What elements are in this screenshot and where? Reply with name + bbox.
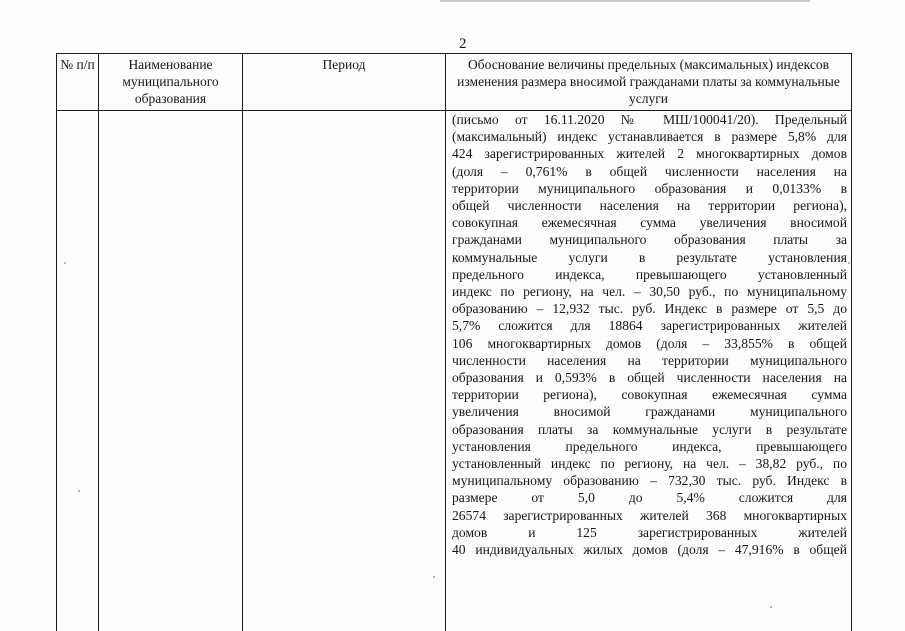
cell-justification xyxy=(446,111,852,631)
text-line: образования платы за коммунальные услуги в результате xyxy=(452,421,847,438)
cell-municipality xyxy=(99,111,243,631)
text-line: 424 зарегистрированных жителей 2 многоквартирных домов xyxy=(452,145,847,162)
text-line: (письмо от 16.11.2020 № МШ/100041/20). Предельный xyxy=(452,111,847,128)
header-municipality: Наименование муниципального образования xyxy=(99,54,243,111)
text-line: домов и 125 зарегистрированных жителей xyxy=(452,524,847,541)
text-line: (доля – 0,761% в общей численности населения на xyxy=(452,163,847,180)
text-line: 40 индивидуальных жилых домов (доля – 47,916% в общей xyxy=(452,541,847,558)
text-line: 26574 зарегистрированных жителей 368 многоквартирных xyxy=(452,507,847,524)
justification-text xyxy=(446,111,851,558)
text-line: (максимальный) индекс устанавливается в размере 5,8% для xyxy=(452,128,847,145)
header-number: № п/п xyxy=(57,54,99,111)
text-line: индекс по региону, на чел. – 30,50 руб., по муниципальному xyxy=(452,283,847,300)
text-line: установления предельного индекса, превышающего xyxy=(452,438,847,455)
text-line: муниципальному образованию – 732,30 тыс. руб. Индекс в xyxy=(452,472,847,489)
text-line: 5,7% сложится для 18864 зарегистрированных жителей xyxy=(452,317,847,334)
text-line: гражданами муниципального образования платы за xyxy=(452,231,847,248)
cell-period xyxy=(243,111,446,631)
table-header-row xyxy=(57,54,852,111)
scan-speck xyxy=(433,576,435,578)
header-period: Период xyxy=(243,54,446,111)
text-line: коммунальные услуги в результате установления xyxy=(452,249,847,266)
text-line: увеличения вносимой гражданами муниципального xyxy=(452,403,847,420)
scan-speck xyxy=(64,262,66,264)
text-line: совокупная ежемесячная сумма увеличения вносимой xyxy=(452,214,847,231)
text-line: образованию – 12,932 тыс. руб. Индекс в размере от 5,5 до xyxy=(452,300,847,317)
header-justification: Обоснование величины предельных (максимальных) индексов изменения размера вносимой гражданами платы за коммунальные услуги xyxy=(446,54,852,111)
scan-speck xyxy=(78,490,80,492)
text-line: территории региона), совокупная ежемесячная сумма xyxy=(452,386,847,403)
text-line: численности населения на территории муниципального xyxy=(452,352,847,369)
page-number: 2 xyxy=(459,37,467,52)
cell-number xyxy=(57,111,99,631)
text-line: размере от 5,0 до 5,4% сложится для xyxy=(452,489,847,506)
text-line: предельного индекса, превышающего установленный xyxy=(452,266,847,283)
scan-speck xyxy=(770,606,772,608)
text-line: установленный индекс по региону, на чел. – 38,82 руб., по xyxy=(452,455,847,472)
table-row xyxy=(57,111,852,631)
scan-speck xyxy=(848,262,850,264)
text-line: общей численности населения на территории региона), xyxy=(452,197,847,214)
scan-top-edge xyxy=(440,0,810,2)
justification-table xyxy=(56,53,852,631)
text-line: образования и 0,593% в общей численности населения на xyxy=(452,369,847,386)
text-line: территории муниципального образования и 0,0133% в xyxy=(452,180,847,197)
text-line: 106 многоквартирных домов (доля – 33,855% в общей xyxy=(452,335,847,352)
